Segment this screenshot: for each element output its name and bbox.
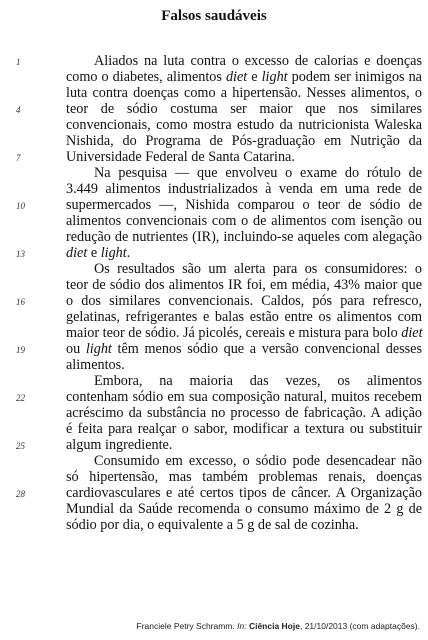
line-number-13: 13: [16, 249, 25, 259]
text-line: contenham sódio em sua composição natural, muitos recebem: [66, 389, 422, 405]
text-line: ou light têm menos sódio que a versão convencional desses: [66, 341, 422, 357]
text-line: como o diabetes, alimentos diet e light podem ser inimigos na: [66, 69, 422, 85]
source-citation: Franciele Petry Schramm. In: Ciência Hoje, 21/10/2013 (com adaptações).: [136, 621, 420, 631]
line-number-4: 4: [16, 105, 21, 115]
text-line: maior teor de sódio. Já picolés, cereais e mistura para bolo diet: [66, 325, 423, 341]
line-number-19: 19: [16, 345, 25, 355]
text-line: o dos similares convencionais. Caldos, pós para refresco,: [66, 293, 422, 309]
text-line: alimentos.: [66, 357, 125, 373]
text-line: supermercados —, Nishida comparou o teor de sódio de: [66, 197, 422, 213]
text-line: Na pesquisa — que envolveu o exame do rótulo de: [94, 165, 422, 181]
text-line: Universidade Federal de Santa Catarina.: [66, 149, 295, 165]
text-line: acréscimo da substância no processo de fabricação. A adição: [66, 405, 422, 421]
italic-diet: diet: [225, 69, 248, 85]
italic-light: light: [100, 245, 127, 261]
text-line: Mundial da Saúde recomenda o consumo máximo de 2 g de: [66, 501, 422, 517]
text-line: luta contra doenças como a hipertensão. Nesses alimentos, o: [66, 85, 422, 101]
text-line: é feita para realçar o sabor, modificar a textura ou substituir: [66, 421, 422, 437]
article-title: Falsos saudáveis: [161, 8, 267, 24]
italic-diet: diet: [66, 245, 88, 261]
line-number-28: 28: [16, 489, 25, 499]
text-line: convencionais, como mostra estudo da nutricionista Waleska: [66, 117, 422, 133]
line-number-7: 7: [16, 153, 21, 163]
text-line: Aliados na luta contra o excesso de calorias e doenças: [94, 53, 422, 69]
italic-light: light: [261, 69, 288, 85]
text-line: teor de sódio dos alimentos IR foi, em média, 43% maior que: [66, 277, 422, 293]
line-number-16: 16: [16, 297, 25, 307]
text-line: alimentos convencionais com o de alimentos com isenção ou: [66, 213, 422, 229]
text-line: Embora, na maioria das vezes, os alimentos: [94, 373, 422, 389]
text-line: Consumido em excesso, o sódio pode desencadear não: [94, 453, 422, 469]
italic-diet: diet: [401, 325, 423, 341]
text-line: redução de nutrientes (IR), incluindo-se aqueles com alegação: [66, 229, 422, 245]
text-line: 3.449 alimentos industrializados à venda em uma rede de: [66, 181, 422, 197]
text-line: cardiovasculares e até certos tipos de câncer. A Organização: [66, 485, 422, 501]
line-number-10: 10: [16, 201, 25, 211]
line-number-25: 25: [16, 441, 25, 451]
text-line: Nishida, do Programa de Pós-graduação em Nutrição da: [66, 133, 422, 149]
text-line: sódio por dia, o equivalente a 5 g de sal de cozinha.: [66, 517, 359, 533]
text-line: Os resultados são um alerta para os consumidores: o: [94, 261, 422, 277]
text-line: gelatinas, refrigerantes e balas estão entre os alimentos com: [66, 309, 422, 325]
text-line: teor de sódio costuma ser maior que nos similares: [66, 101, 422, 117]
text-line: diet e light.: [66, 245, 131, 261]
line-number-1: 1: [16, 57, 21, 67]
italic-light: light: [85, 341, 112, 357]
text-line: só hipertensão, mas também problemas renais, doenças: [66, 469, 422, 485]
text-line: algum ingrediente.: [66, 437, 173, 453]
line-number-22: 22: [16, 393, 25, 403]
